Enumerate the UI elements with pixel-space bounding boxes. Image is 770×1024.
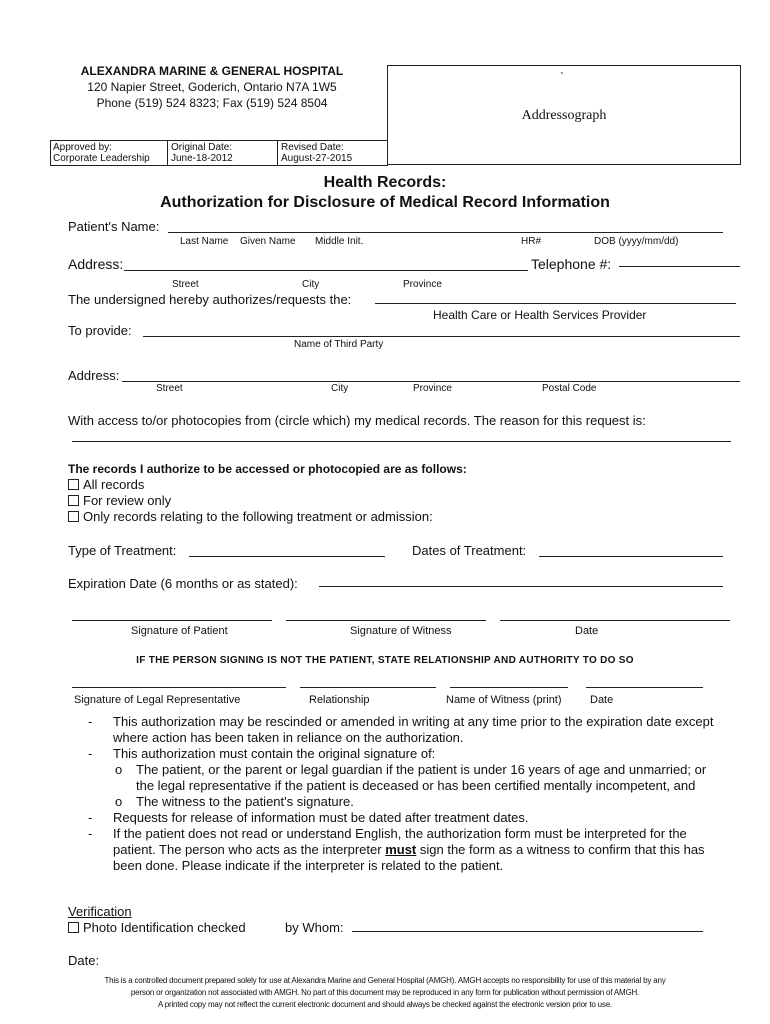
footer-disclaimer	[40, 975, 730, 1011]
caption-city: City	[302, 279, 320, 290]
legal-rep-signature-field[interactable]	[72, 687, 286, 688]
reason-field[interactable]	[72, 441, 731, 442]
patient-signature-field[interactable]	[72, 620, 272, 621]
approved-value: Corporate Leadership	[53, 153, 150, 164]
original-value: June-18-2012	[171, 153, 233, 164]
note-item: - This authorization may be rescinded or amended in writing at any time prior to the expiration date except where action has been taken in reliance on the authorization.	[88, 714, 714, 745]
footer-line: This is a controlled document prepared solely for use at Alexandra Marine and General Hospital (AMGH). AMGH accepts no responsibility for use of this material by any	[104, 976, 666, 985]
third-party-field[interactable]	[143, 336, 740, 337]
address-label: Address:	[68, 256, 124, 272]
dates-of-treatment-label: Dates of Treatment:	[412, 543, 527, 558]
records-heading: The records I authorize to be accessed or photocopied are as follows:	[68, 462, 467, 476]
expiration-label: Expiration Date (6 months or as stated):	[68, 576, 298, 591]
hospital-address: 120 Napier Street, Goderich, Ontario N7A 1W5	[87, 80, 337, 94]
approved-label: Approved by:	[53, 142, 112, 153]
option-label: For review only	[83, 493, 172, 508]
caption-dob: DOB (yyyy/mm/dd)	[594, 236, 679, 247]
by-whom-field[interactable]	[352, 931, 703, 932]
page-title	[0, 173, 770, 213]
undersigned-label: The undersigned hereby authorizes/requests the:	[68, 292, 352, 307]
address-field[interactable]	[124, 270, 528, 271]
verification-date-label: Date:	[68, 953, 100, 968]
to-provide-label: To provide:	[68, 323, 132, 338]
original-cell	[171, 142, 276, 164]
caption-middle-init: Middle Init.	[315, 236, 364, 247]
note-subitem: o The witness to the patient's signature.	[115, 794, 354, 809]
legal-rep-heading: IF THE PERSON SIGNING IS NOT THE PATIENT, STATE RELATIONSHIP AND AUTHORITY TO DO SO	[136, 655, 634, 666]
provider-field[interactable]	[375, 303, 736, 304]
patient-name-field[interactable]	[168, 232, 723, 233]
caption-relationship: Relationship	[309, 694, 370, 706]
patient-name-label: Patient's Name:	[68, 219, 160, 234]
footer-line: A printed copy may not reflect the current electronic document and should always be checked against the electronic version prior to use.	[158, 1000, 612, 1009]
dates-of-treatment-field[interactable]	[539, 556, 723, 557]
third-party-address-label: Address:	[68, 368, 120, 383]
telephone-label: Telephone #:	[531, 256, 612, 272]
note-subitem: o The patient, or the parent or legal guardian if the patient is under 16 years of age and unmarried; or the legal representative if the patient is deceased or has been certified mentally incompetent, and	[115, 762, 707, 793]
note-text: The witness to the patient's signature.	[136, 794, 354, 809]
relationship-field[interactable]	[300, 687, 436, 688]
witness-print-field[interactable]	[450, 687, 568, 688]
photo-id-checkbox[interactable]	[68, 920, 246, 935]
option-review-only[interactable]	[68, 493, 433, 509]
telephone-field[interactable]	[619, 266, 740, 267]
note-emphasis: must	[385, 842, 417, 857]
note-text: The patient, or the parent or legal guardian if the patient is under 16 years of age and unmarried; or the legal representative if the patient is deceased or has been certified mentally incompetent, and	[136, 762, 707, 793]
addressograph-label: Addressograph	[521, 108, 607, 123]
provider-caption: Health Care or Health Services Provider	[433, 308, 647, 322]
note-text: Requests for release of information must be dated after treatment dates.	[113, 810, 529, 825]
note-text: This authorization must contain the original signature of:	[113, 746, 436, 761]
title-line1: Health Records:	[323, 174, 447, 191]
records-options	[68, 477, 433, 525]
checkbox-icon[interactable]	[68, 922, 79, 933]
caption-street: Street	[172, 279, 199, 290]
witness-signature-field[interactable]	[286, 620, 486, 621]
notes-list	[88, 714, 718, 874]
checkbox-icon[interactable]	[68, 479, 79, 490]
option-all-records[interactable]	[68, 477, 433, 493]
caption-given-name: Given Name	[240, 236, 296, 247]
caption-signature-date: Date	[575, 625, 599, 637]
note-text-pre: If the patient does not read or understand English, the authorization form must be interpreted for the patient. The person who acts as the interpreter	[113, 826, 687, 857]
caption-province: Province	[403, 279, 442, 290]
caption-legal-rep-date: Date	[590, 694, 614, 706]
revised-cell	[281, 142, 386, 164]
legal-rep-date-field[interactable]	[586, 687, 703, 688]
note-item: - Requests for release of information must be dated after treatment dates.	[88, 810, 529, 825]
revised-value: August-27-2015	[281, 153, 353, 164]
caption-hr: HR#	[521, 236, 542, 247]
type-of-treatment-label: Type of Treatment:	[68, 543, 177, 558]
verification-heading: Verification	[68, 904, 132, 919]
signature-date-field[interactable]	[500, 620, 730, 621]
hospital-name: ALEXANDRA MARINE & GENERAL HOSPITAL	[80, 64, 344, 78]
caption-tp-street: Street	[156, 383, 183, 394]
original-label: Original Date:	[171, 142, 233, 153]
note-text-post: sign the form as a witness to confirm that this has been done. Please indicate if the interpreter is related to the patient.	[113, 842, 705, 873]
access-text: With access to/or photocopies from (circle which) my medical records. The reason for this request is:	[68, 413, 646, 428]
note-item: - This authorization must contain the original signature of:	[88, 746, 436, 761]
type-of-treatment-field[interactable]	[189, 556, 385, 557]
revised-label: Revised Date:	[281, 142, 344, 153]
addressograph-box	[387, 65, 741, 165]
caption-tp-postal: Postal Code	[542, 383, 597, 394]
caption-tp-province: Province	[413, 383, 452, 394]
caption-last-name: Last Name	[180, 236, 229, 247]
hospital-header	[52, 64, 372, 110]
caption-witness-print: Name of Witness (print)	[446, 694, 562, 706]
addressograph-mark: `	[560, 70, 564, 84]
checkbox-icon[interactable]	[68, 511, 79, 522]
document-info-table	[50, 140, 388, 166]
hospital-phone: Phone (519) 524 8323; Fax (519) 524 8504	[96, 96, 328, 110]
option-label: Only records relating to the following treatment or admission:	[83, 509, 433, 524]
caption-legal-rep: Signature of Legal Representative	[74, 694, 241, 706]
caption-tp-city: City	[331, 383, 349, 394]
footer-line: person or organization not associated with AMGH. No part of this document may be reproduced in any form for publication without permission of AMGH.	[130, 988, 640, 997]
approved-cell	[53, 142, 165, 164]
note-item: - If the patient does not read or understand English, the authorization form must be interpreted for the patient. The person who acts as the interpreter must sign the form as a witness to confirm that this has been done. Please indicate if the interpreter is related to the patient.	[88, 826, 705, 873]
expiration-field[interactable]	[319, 586, 723, 587]
note-text: This authorization may be rescinded or amended in writing at any time prior to the expiration date except where action has been taken in reliance on the authorization.	[113, 714, 714, 745]
photo-id-label: Photo Identification checked	[83, 920, 246, 935]
third-party-address-field[interactable]	[122, 381, 740, 382]
caption-signature-patient: Signature of Patient	[131, 625, 228, 637]
option-label: All records	[83, 477, 145, 492]
title-line2: Authorization for Disclosure of Medical Record Information	[160, 194, 610, 211]
checkbox-icon[interactable]	[68, 495, 79, 506]
by-whom-label: by Whom:	[285, 920, 344, 935]
option-treatment-only[interactable]	[68, 509, 433, 525]
caption-signature-witness: Signature of Witness	[350, 625, 452, 637]
third-party-caption: Name of Third Party	[294, 339, 384, 350]
